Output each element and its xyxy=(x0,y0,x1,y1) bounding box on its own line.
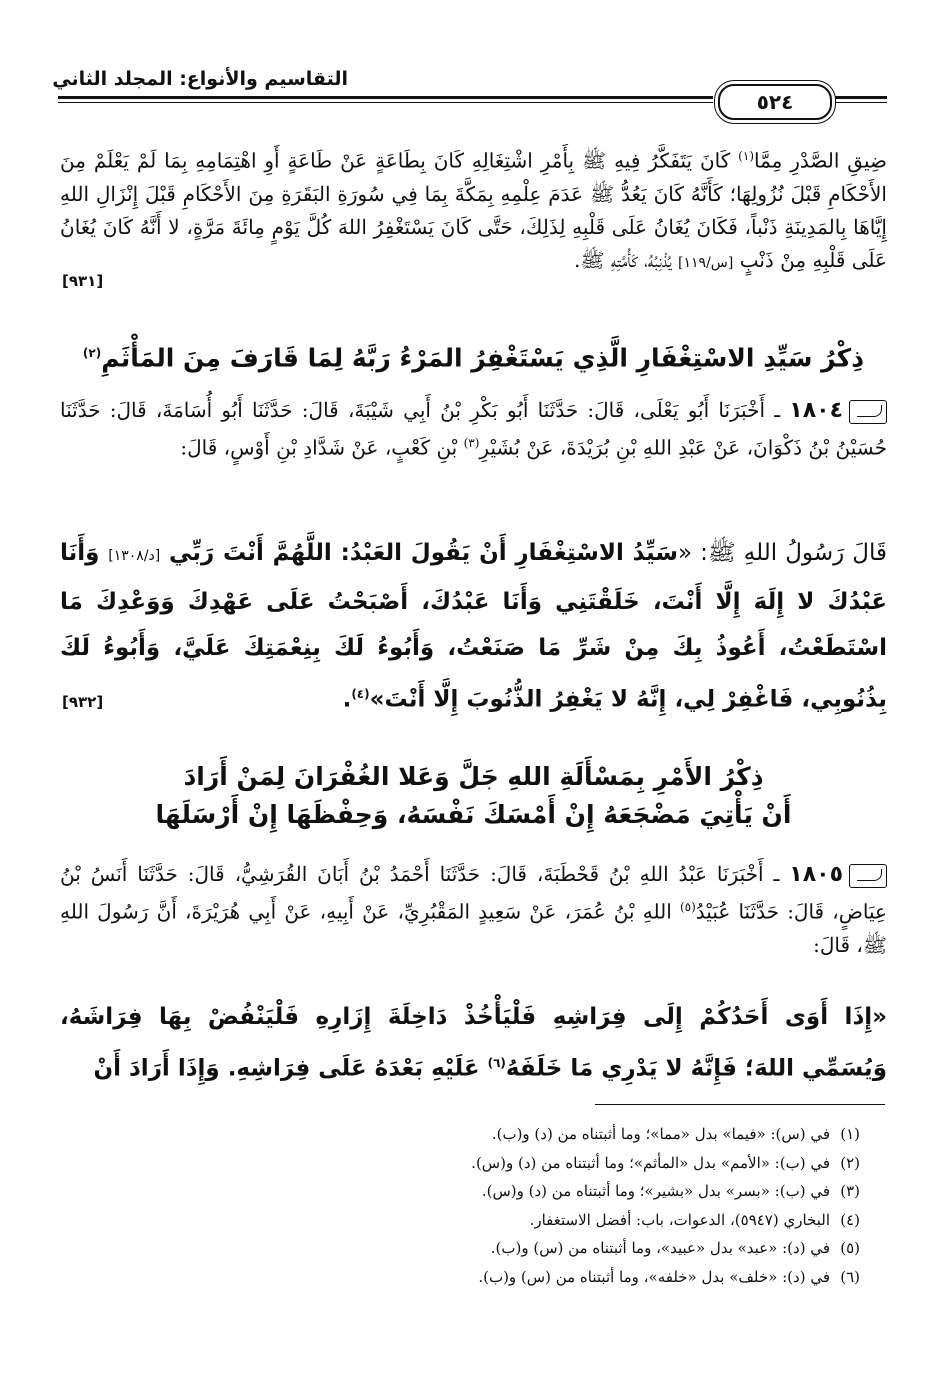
matn-intro: قَالَ رَسُولُ اللهِ ﷺ: « xyxy=(677,540,888,566)
matn-text-a: سَيِّدُ الاسْتِغْفَارِ أَنْ يَقُولَ العَبْدُ: اللَّهُمَّ أَنْتَ رَبِّي xyxy=(169,540,678,566)
footnote: (٦)في (د): «خلف» بدل «خلفه»، وما أثبتناه من (س) و(ب). xyxy=(478,1267,860,1286)
hadith-matn xyxy=(60,530,887,723)
isnad-text-a: ـ أَخْبَرَنَا عَبْدُ اللهِ بْنُ قَحْطَبَةَ، قَالَ: حَدَّثَنَا أَحْمَدُ بْنُ أَبَانَ القُرَشِيُّ، قَالَ: حَدَّثَنَا أَنَسُ بْنُ عِيَاضٍ، قَالَ: حَدَّثَنَا عُبَيْدُ xyxy=(60,862,887,924)
chapter-title-line1: ذِكْرُ الأَمْرِ بِمَسْأَلَةِ اللهِ جَلَّ وَعَلا الغُفْرَانَ لِمَنْ أَرَادَ xyxy=(183,762,764,791)
matn-text-b: وَأَنَا عَبْدُكَ لا إِلَهَ إِلَّا أَنْتَ، خَلَقْتَنِي وَأَنَا عَبْدُكَ، أَصْبَحْتُ عَلَى عَهْدِكَ وَوَعْدِكَ مَا اسْتَطَعْتُ، أَعُوذُ بِكَ مِنْ شَرِّ مَا صَنَعْتُ، وَأَبُوءُ لَكَ بِنِعْمَتِكَ عَلَيَّ، وَأَبُوءُ لَكَ بِذُنُوبِي، فَاغْفِرْ لِي، إِنَّهُ لا يَغْفِرُ الذُّنُوبَ إِلَّا أَنْتَ xyxy=(60,540,887,713)
hadith-number: ١٨٠٥ xyxy=(789,862,843,887)
isnad-text-b: بْنِ كَعْبٍ، عَنْ شَدَّادِ بْنِ أَوْسٍ، قَالَ: xyxy=(180,435,464,460)
matn-end: . xyxy=(342,686,352,713)
footnote: (٤)البخاري (٥٩٤٧)، الدعوات، باب: أفضل الاستغفار. xyxy=(529,1210,860,1229)
hadith-badge-icon xyxy=(849,864,887,888)
hadith-matn xyxy=(60,994,887,1092)
footnote-marker: (٤) xyxy=(351,687,370,701)
hadith-reference: [٩٣٢] xyxy=(62,693,104,711)
manuscript-marker: [س/١١٩] xyxy=(678,254,734,271)
footnote-rule xyxy=(595,1104,885,1105)
hadith-isnad xyxy=(60,394,887,465)
chapter-title-line2: أَنْ يَأْتِيَ مَضْجَعَهُ إِنْ أَمْسَكَ نَفْسَهُ، وَحِفْظَهَا إِنْ أَرْسَلَهَا xyxy=(155,800,792,829)
header-rule xyxy=(58,96,713,103)
page-number: ٥٢٤ xyxy=(718,84,832,120)
chapter-heading xyxy=(60,334,887,377)
commentary-text-b: كَانَ يَتَفَكَّرُ فِيهِ ﷺ بِأَمْرِ اشْتِغَالِهِ كَانَ بِطَاعَةٍ عَنْ طَاعَةٍ أَوِ اهْتِمَامِهِ بِمَا لَمْ يَعْلَمْ مِنَ الأَحْكَامِ قَبْلَ نُزُولِهَا؛ كَأَنَّهُ كَانَ يَعُدُّ ﷺ عَدَمَ عِلْمِهِ بِمَكَّةَ بِمَا فِي سُورَةِ البَقَرَةِ مِنَ الأَحْكَامِ قَبْلَ إِنْزَالِ اللهِ إِيَّاهَا بِالمَدِينَةِ ذَنْباً، فَكَانَ يُغَانُ عَلَى قَلْبِهِ لِذَلِكَ، حَتَّى كَانَ يَسْتَغْفِرُ اللهَ كُلَّ يَوْمٍ مِائَةَ مَرَّةٍ، لا أَنَّهُ كَانَ يُغَانُ عَلَى قَلْبِهِ مِنْ ذَنْبٍ xyxy=(60,148,887,272)
hadith-reference: [٩٣١] xyxy=(62,272,104,290)
footnote-marker: (٣) xyxy=(463,436,480,450)
footnote: (١)في (س): «فيما» بدل «مما»؛ وما أثبتناه من (د) و(ب). xyxy=(491,1125,860,1143)
footnote: (٥)في (د): «عبد» بدل «عبيد»، وما أثبتناه من (س) و(ب). xyxy=(490,1239,860,1258)
commentary-text-a: ضِيقِ الصَّدْرِ مِمَّا xyxy=(754,148,887,173)
matn-text-b: عَلَيْهِ بَعْدَهُ عَلَى فِرَاشِهِ. وَإِذَا أَرَادَ أَنْ xyxy=(93,1055,488,1082)
matn-close: » xyxy=(369,686,385,713)
commentary-paragraph xyxy=(60,140,887,280)
commentary-text-c: يُذْنِبُهُ، كَأُمَّتِهِ ﷺ. xyxy=(573,247,679,272)
isnad-text-a: ـ أَخْبَرَنَا أَبُو يَعْلَى، قَالَ: حَدَّثَنَا أَبُو بَكْرِ بْنُ أَبِي شَيْبَةَ، قَالَ: حَدَّثَنَا أَبُو أُسَامَةَ، قَالَ: حَدَّثَنَا حُسَيْنُ بْنُ ذَكْوَانَ، عَنْ عَبْدِ اللهِ بْنِ بُرَيْدَةَ، عَنْ بُشَيْرِ xyxy=(60,398,887,460)
footnote-marker: (٦) xyxy=(487,1056,506,1070)
hadith-number: ١٨٠٤ xyxy=(789,398,843,423)
chapter-title: ذِكْرُ سَيِّدِ الاسْتِغْفَارِ الَّذِي يَسْتَغْفِرُ المَرْءُ رَبَّهُ لِمَا قَارَفَ مِنَ المَأْثَمِ xyxy=(101,343,865,373)
running-title: التقاسيم والأنواع: المجلد الثاني xyxy=(52,68,348,90)
isnad-text-b: اللهِ بْنُ عُمَرَ، عَنْ سَعِيدٍ المَقْبُرِيِّ، عَنْ أَبِيهِ، عَنْ أَبِي هُرَيْرَةَ، أَنَّ رَسُولَ اللهِ ﷺ، قَالَ: xyxy=(60,899,887,957)
footnote-marker: (٢) xyxy=(82,346,102,360)
manuscript-marker: [د/١٣٠٨] xyxy=(108,548,161,564)
matn-text-a: «إِذَا أَوَى أَحَدُكُمْ إِلَى فِرَاشِهِ فَلْيَأْخُذْ دَاخِلَةَ إِزَارِهِ فَلْيَنْفُضْ بِهَا فِرَاشَهُ، وَيُسَمِّي اللهَ؛ فَإِنَّهُ لا يَدْرِي مَا خَلَفَهُ xyxy=(60,1004,887,1082)
footnote: (٣)في (ب): «بسر» بدل «بشير»؛ وما أثبتناه من (د) و(س). xyxy=(481,1182,860,1201)
footnotes xyxy=(60,1120,860,1292)
header-rule-right xyxy=(832,96,887,103)
hadith-badge-icon xyxy=(849,400,887,424)
footnote-marker: (٥) xyxy=(679,900,696,914)
footnote-marker: (١) xyxy=(738,149,754,163)
chapter-heading xyxy=(60,758,887,834)
footnote: (٢)في (ب): «الأمم» بدل «المأثم»؛ وما أثبتناه من (د) و(س). xyxy=(471,1153,860,1172)
hadith-isnad xyxy=(60,858,887,962)
